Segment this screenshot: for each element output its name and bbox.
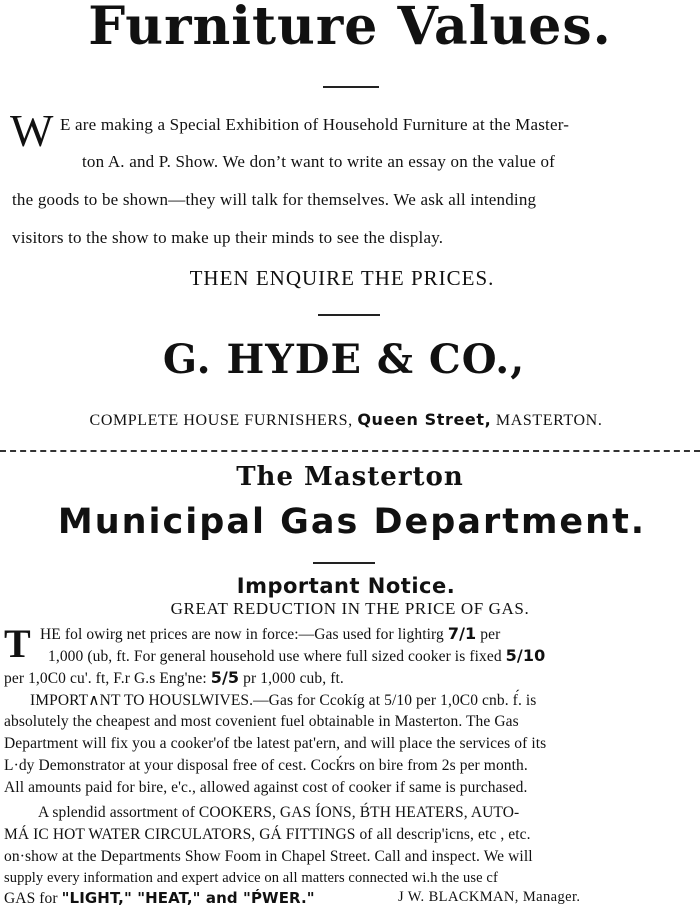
ad2-lighting-price: 7/1 xyxy=(447,624,477,643)
ad2-signature: J W. BLACKMAN, Manager. xyxy=(398,889,581,905)
ad1-para-line-1: E are making a Special Exhibition of Household Furniture at the Master- xyxy=(60,115,570,134)
ad2-p2-line-3: Department will fix you a cooker'of tbe latest pat'ern, and will place the services of its xyxy=(4,735,547,752)
ad2-p1-line-3-end: pr 1,000 cub, ft. xyxy=(239,670,344,687)
ad2-p3-line-2: MÁ IC HOT WATER CIRCULATORS, GÁ FITTINGS of all descrip'icns, etc , etc. xyxy=(4,826,531,843)
ad2-p3-line-3: on·show at the Departments Show Foom in Chapel Street. Call and inspect. We will xyxy=(4,848,533,865)
ad2-subheading: GREAT REDUCTION IN THE PRICE OF GAS. xyxy=(170,599,530,618)
ad2-p1-line-2 xyxy=(48,646,545,666)
ad2-title-line-2: Municipal Gas Department. xyxy=(57,502,647,542)
ad1-para-line-3: the goods to be shown—they will talk for themselves. We ask all intending xyxy=(12,190,537,209)
ad2-p3-line-4: supply every information and expert advice on all matters connected wi.h the use cf xyxy=(4,870,498,886)
ad2-p2-line-1: IMPORT∧NT TO HOUSLWIVES.—Gas for Ccokíg at 5/10 per 1,0C0 cnb. f́. is xyxy=(30,692,537,709)
ad1-firm-name: G. HYDE & CO., xyxy=(162,336,526,383)
ad1-para-line-4: visitors to the show to make up their minds to see the display. xyxy=(12,228,444,247)
ad2-p2-line-5: All amounts paid for bire, e'c., allowed against cost of cooker if same is purchased. xyxy=(4,779,528,796)
ad2-p1-line-3 xyxy=(4,668,344,688)
ad1-dropcap: W xyxy=(10,105,54,156)
ad2-p1-line-3-text: per 1,0C0 cu'. ft, F.r G.s Eng'ne: xyxy=(4,670,211,687)
ad2-title-rule xyxy=(313,562,375,564)
ad1-para-line-2: ton A. and P. Show. We don’t want to write an essay on the value of xyxy=(82,152,556,171)
ad2-p3-line-5 xyxy=(4,889,315,908)
ad2-p1-line-1-end: per xyxy=(476,626,501,643)
ad2-light-heat-power: "LIGHT," "HEAT," and "ṔWER." xyxy=(61,889,315,907)
ad1-address-part3: MASTERTON. xyxy=(491,412,603,429)
ad1-title-rule xyxy=(323,86,379,88)
ad2-p1-line-1-text: HE fol owirg net prices are now in force:—Gas used for lightirg xyxy=(40,626,448,643)
ad1-address xyxy=(0,410,696,430)
ad2-cooking-price: 5/10 xyxy=(505,646,546,665)
ad1-title: Furniture Values. xyxy=(88,0,612,57)
ad1-address-part1: COMPLETE HOUSE FURNISHERS, xyxy=(89,412,358,429)
ad2-p2-line-4: L·dy Demonstrator at your disposal free of cest. Cocḱrs on bire from 2s per month. xyxy=(4,757,528,774)
ad2-p2-line-2: absolutely the cheapest and most covenient fuel obtainable in Masterton. The Gas xyxy=(4,713,519,730)
ad2-notice-heading: Important Notice. xyxy=(236,574,456,598)
ad1-tagline-rule xyxy=(318,314,380,316)
ad1-address-street: Queen Street, xyxy=(357,410,492,429)
ad2-p3-line-1: A splendid assortment of COOKERS, GAS ÍONS, B́TH HEATERS, AUTO- xyxy=(38,804,520,821)
ad2-p3-line-5-text: GAS for xyxy=(4,890,62,907)
ad2-engine-price: 5/5 xyxy=(210,668,240,687)
ad2-title-line-1: The Masterton xyxy=(236,462,464,492)
ad1-tagline: THEN ENQUIRE THE PRICES. xyxy=(189,266,495,290)
ad2-dropcap: T xyxy=(4,621,31,666)
ad-separator xyxy=(0,450,700,452)
ad2-p1-line-1 xyxy=(40,624,500,644)
ad2-p1-line-2-text: 1,000 (ub, ft. For general household use where full sized cooker is fixed xyxy=(48,648,506,665)
